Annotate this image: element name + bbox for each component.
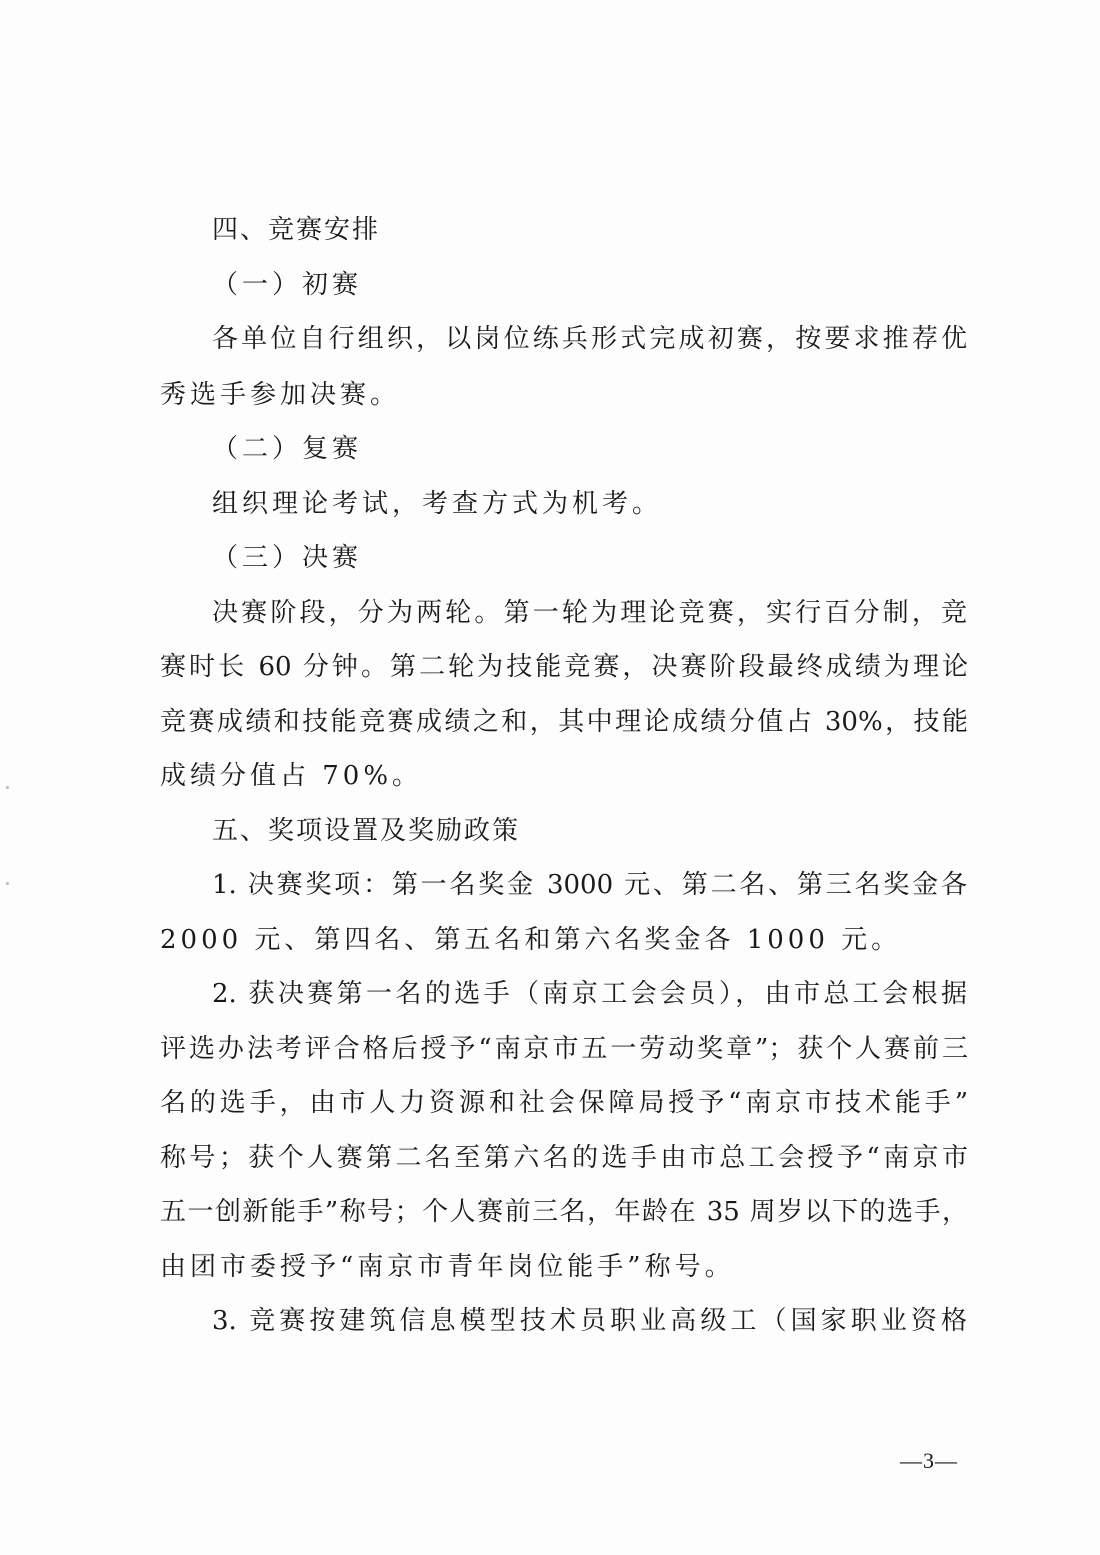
paragraph-line: 2. 获决赛第一名的选手（南京工会会员），由市总工会根据 [212, 979, 967, 1009]
scan-mark [6, 882, 9, 885]
paragraph-line: 秀选手参加决赛。 [160, 380, 401, 410]
paragraph-line: 1. 决赛奖项：第一名奖金 3000 元、第二名、第三名奖金各 [212, 870, 967, 900]
paragraph-line: 2000 元、第四名、第五名和第六名奖金各 1000 元。 [160, 925, 902, 955]
paragraph-line: 3. 竞赛按建筑信息模型技术员职业高级工（国家职业资格 [212, 1306, 967, 1336]
paragraph-line: 各单位自行组织，以岗位练兵形式完成初赛，按要求推荐优 [212, 324, 967, 354]
subheading-final: （三）决赛 [212, 543, 363, 573]
subheading-preliminary: （一）初赛 [212, 270, 363, 300]
paragraph-line: 组织理论考试，考查方式为机考。 [212, 489, 663, 519]
paragraph-line: 成绩分值占 70%。 [160, 761, 423, 791]
section-heading-4: 四、竞赛安排 [212, 215, 381, 245]
page-number: —3— [900, 1448, 958, 1473]
paragraph-line: 称号；获个人赛第二名至第六名的选手由市总工会授予“南京市 [160, 1143, 968, 1173]
paragraph-line: 竞赛成绩和技能竞赛成绩之和，其中理论成绩分值占 30%，技能 [160, 707, 968, 737]
paragraph-line: 赛时长 60 分钟。第二轮为技能竞赛，决赛阶段最终成绩为理论 [160, 652, 968, 682]
paragraph-line: 名的选手，由市人力资源和社会保障局授予“南京市技术能手” [160, 1088, 968, 1118]
scan-mark [6, 786, 9, 789]
paragraph-line: 评选办法考评合格后授予“南京市五一劳动奖章”；获个人赛前三 [160, 1034, 968, 1064]
section-heading-5: 五、奖项设置及奖励政策 [212, 816, 521, 846]
paragraph-line: 五一创新能手”称号；个人赛前三名，年龄在 35 周岁以下的选手， [160, 1197, 968, 1227]
paragraph-line: 决赛阶段，分为两轮。第一轮为理论竞赛，实行百分制，竞 [212, 598, 967, 628]
paragraph-line: 由团市委授予“南京市青年岗位能手”称号。 [160, 1252, 735, 1282]
subheading-semifinal: （二）复赛 [212, 434, 363, 464]
